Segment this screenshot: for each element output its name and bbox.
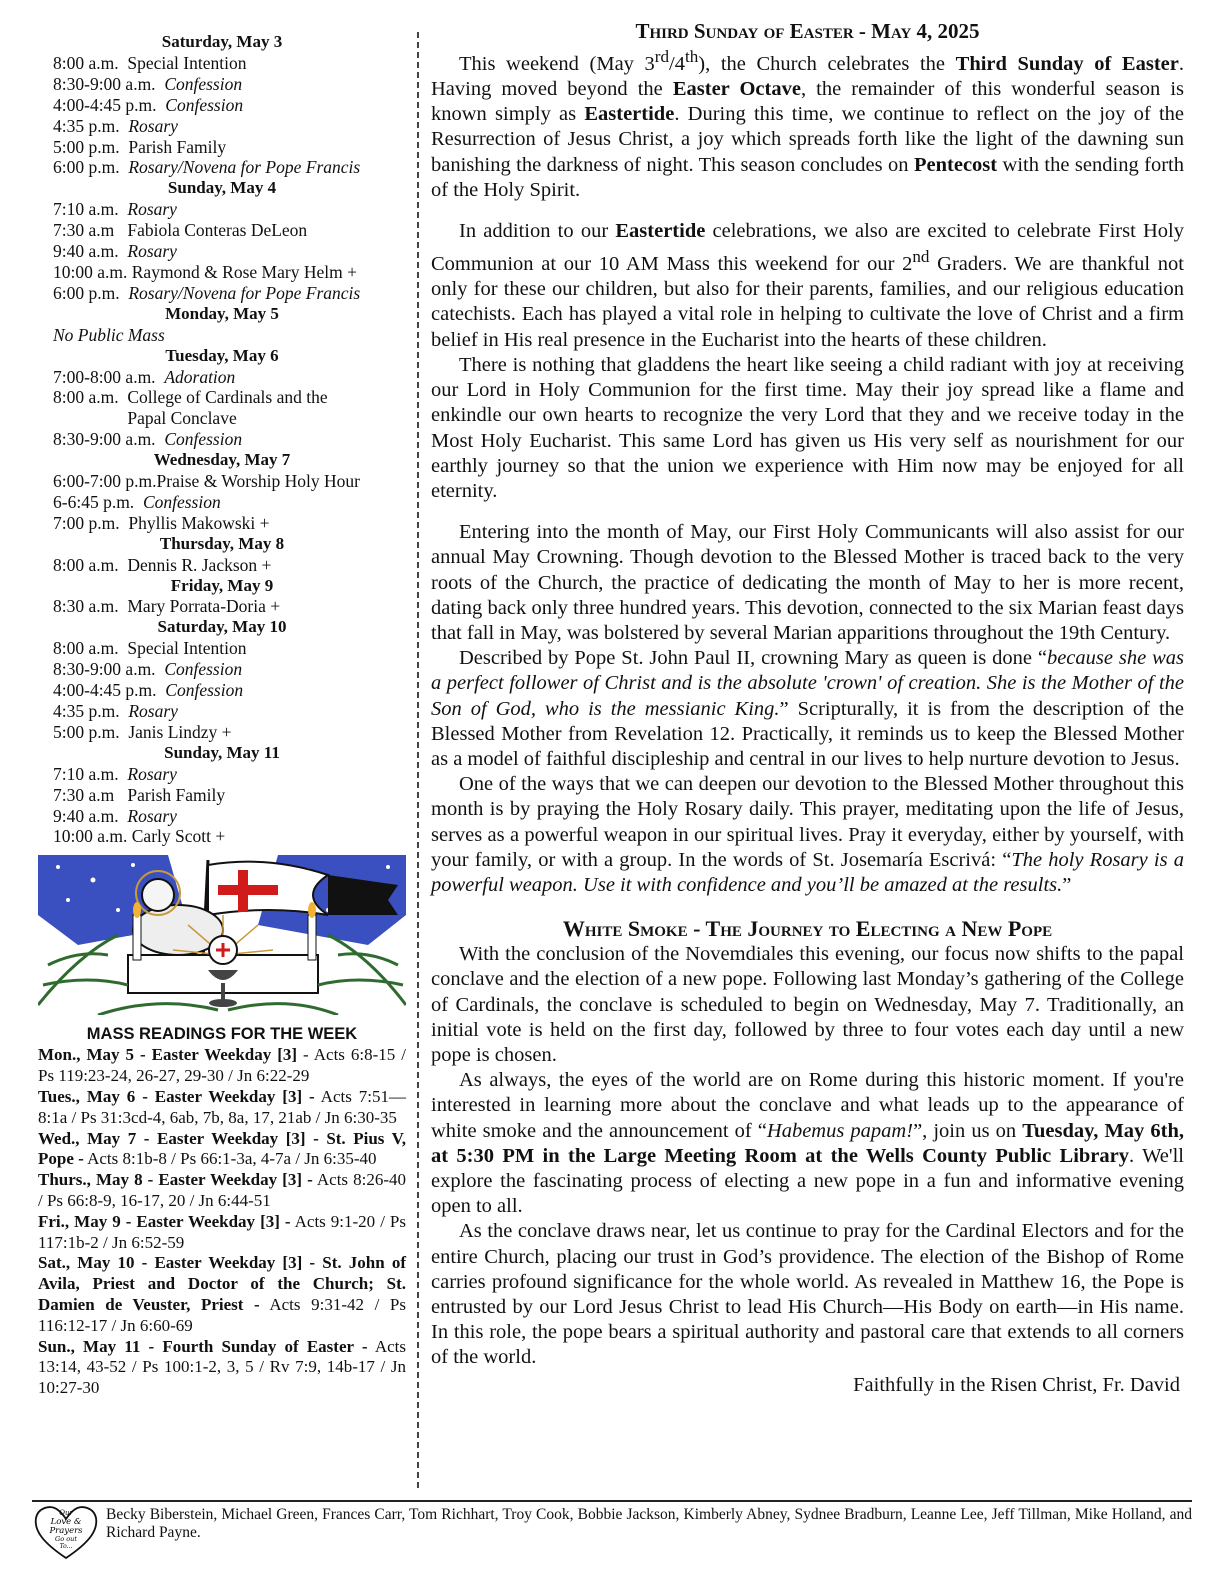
- reading-citations: Acts 9:31-42 / Ps 116:12-17 / Jn 6:60-69: [38, 1294, 407, 1335]
- schedule-entry: [38, 283, 406, 304]
- article1-paragraph-2: In addition to our Eastertide celebrations, we also are excited to celebrate First Holy Communion at our 10 AM Mass this weekend for our 2nd Graders. We are thankful not only for these our children, but also for their parents, families, and our religious education catechists. Each has played a vital role in helping to cultivate the love of Christ and a firm belief in His real presence in the Eucharist into the hearts of these children.: [431, 220, 1185, 351]
- schedule-time: 8:00 a.m.: [53, 638, 128, 659]
- schedule-description: Raymond & Rose Mary Helm +: [131, 261, 357, 282]
- schedule-description: Confession: [164, 659, 243, 680]
- readings-title: MASS READINGS FOR THE WEEK: [86, 1025, 358, 1044]
- schedule-description: Dennis R. Jackson +: [127, 554, 272, 575]
- reading-citations: Acts 13:14, 43-52 / Ps 100:1-2, 3, 5 / Rv 7:9, 14b-17 / Jn 10:27-30: [38, 1336, 406, 1398]
- schedule-description: Rosary/Novena for Pope Francis: [128, 157, 361, 178]
- schedule-day-heading: Sunday, May 4: [167, 178, 277, 198]
- schedule-time: 6:00 p.m.: [53, 157, 129, 178]
- schedule-entry: [38, 806, 406, 827]
- schedule-entry: [38, 137, 406, 158]
- article1-paragraph-1: This weekend (May 3rd/4th), the Church celebrates the Third Sunday of Easter. Having moved beyond the Easter Octave, the remainder of this wonderful season is known simply as Eastertide. During this time, we continue to reflect on the joy of the Resurrection of Jesus Christ, a joy which spreads forth like the light of the dawning sun banishing the darkness of night. This season concludes on Pentecost with the sending forth of the Holy Spirit.: [431, 47, 1184, 201]
- schedule-description: Rosary: [127, 199, 177, 220]
- prayer-list-footer: [32, 1500, 1192, 1550]
- reading-citations: Acts 8:1b-8 / Ps 66:1-3a, 4-7a / Jn 6:35-40: [83, 1149, 377, 1169]
- right-column: [431, 18, 1184, 1398]
- schedule-time: 8:30-9:00 a.m.: [53, 73, 165, 94]
- schedule-entry: [38, 701, 406, 722]
- reading-item: [38, 1337, 406, 1399]
- article2-paragraph-2: As always, the eyes of the world are on Rome during this historic moment. If you're interested in learning more about the conclave and what leads up to the appearance of white smoke and the announcement of “Habemus papam!”, join us on Tuesday, May 6th, at 5:30 PM in the Large Meeting Room at the Wells County Public Library. We'll explore the fascinating process of electing a new pope in a fun and informative evening open to all.: [431, 1069, 1184, 1218]
- prayer-list-names: Becky Biberstein, Michael Green, Frances Carr, Tom Richhart, Troy Cook, Bobbie Jackson, Kimberly Abney, Sydnee Bradburn, Leanne Lee, Jeff Tillman, Mike Holland, and Richard Payne.: [106, 1506, 1192, 1541]
- schedule-description: Adoration: [164, 366, 236, 387]
- schedule-entry: [38, 220, 406, 241]
- schedule-description: Janis Lindzy +: [128, 721, 232, 742]
- article-title-third-sunday: Third Sunday of Easter - May 4, 2025: [635, 19, 980, 43]
- schedule-day-heading: Thursday, May 8: [159, 533, 285, 553]
- article2-paragraph-3: As the conclave draws near, let us continue to pray for the Cardinal Electors and for the entire Church, placing our trust in God’s providence. The election of the Bishop of Rome carries profound significance for the whole world. As revealed in Matthew 16, the Pope is entrusted by our Lord Jesus Christ to lead His Church—His Body on earth—in His name. In this role, the pope bears a spiritual authority and pastoral care that extends to all corners of the world.: [431, 1220, 1184, 1369]
- schedule-description: Confession: [164, 73, 243, 94]
- schedule-time: 5:00 p.m.: [53, 721, 129, 742]
- schedule-day-heading: Monday, May 5: [165, 303, 279, 323]
- schedule-day-heading: Wednesday, May 7: [153, 450, 291, 470]
- reading-day: Mon., May 5 - Easter Weekday [3]: [38, 1045, 298, 1065]
- schedule-time: 6:00 p.m.: [53, 282, 129, 303]
- schedule-time: 7:00-8:00 a.m.: [53, 366, 165, 387]
- schedule-time: 8:30-9:00 a.m.: [53, 429, 165, 450]
- schedule-entry: [38, 367, 406, 388]
- logo-text-1: Love &: [50, 1517, 82, 1527]
- schedule-entry: [38, 555, 406, 576]
- schedule-entry: [38, 262, 406, 283]
- schedule-time: 8:00 a.m.: [53, 52, 128, 73]
- schedule-day-heading: Saturday, May 3: [161, 32, 283, 51]
- reading-day: Sat., May 10 - Easter Weekday [3] - St. John of Avila, Priest and Doctor of the Church; St. Damien de Veuster, Priest -: [38, 1253, 406, 1314]
- schedule-description: Carly Scott +: [131, 826, 226, 847]
- schedule-description: Mary Porrata-Doria +: [127, 596, 281, 617]
- reading-day: Thurs., May 8 - Easter Weekday [3] -: [38, 1170, 313, 1190]
- schedule-day-heading: Sunday, May 11: [164, 742, 280, 762]
- schedule-entry: [38, 638, 406, 659]
- schedule-description: Rosary: [127, 763, 177, 784]
- article1-paragraph-6: One of the ways that we can deepen our devotion to the Blessed Mother throughout this month is by praying the Holy Rosary daily. This prayer, meditating upon the life of Jesus, serves as a powerful weapon in our spiritual lives. Pray it everyday, either by yourself, with your family, or with a group. In the words of St. Josemaría Escrivá: “The holy Rosary is a powerful weapon. Use it with confidence and you’ll be amazed at the results.”: [431, 773, 1185, 896]
- article1-paragraph-5: Described by Pope St. John Paul II, crowning Mary as queen is done “because she was a perfect follower of Christ and is the absolute 'crown' of creation. She is the Mother of the Son of God, who is the messianic King.” Scripturally, it is from the description of the Blessed Mother from Revelation 12. Practically, it reminds us to keep the Blessed Mother as a model of faithful discipleship and central in our lives to help nurture devotion to Jesus.: [431, 647, 1184, 770]
- schedule-description: Confession: [164, 429, 243, 450]
- reading-day: Sun., May 11 - Fourth Sunday of Easter -: [38, 1336, 368, 1356]
- reading-item: [38, 1045, 406, 1087]
- schedule-description: Praise & Worship Holy Hour: [156, 471, 360, 492]
- schedule-description: Rosary: [127, 805, 177, 826]
- schedule-entry: [38, 471, 406, 492]
- schedule-entry: [38, 596, 406, 617]
- schedule-day-heading: Friday, May 9: [170, 575, 274, 595]
- schedule-entry: [38, 429, 406, 450]
- reading-day: Tues., May 6 - Easter Weekday [3] -: [38, 1086, 315, 1106]
- schedule-note: No Public Mass: [53, 324, 165, 345]
- reading-day: Fri., May 9 - Easter Weekday [3] -: [38, 1211, 291, 1231]
- schedule-description: Parish Family: [128, 136, 227, 157]
- logo-text-3: Go out: [55, 1535, 77, 1543]
- schedule-description: Rosary/Novena for Pope Francis: [128, 282, 361, 303]
- schedule-time: 6-6:45 p.m.: [53, 491, 143, 512]
- reading-item: [38, 1212, 406, 1254]
- schedule-day-heading: Tuesday, May 6: [165, 345, 279, 365]
- signature: Faithfully in the Risen Christ, Fr. David: [853, 1373, 1180, 1396]
- schedule-entry: [38, 785, 406, 806]
- schedule-entry: [38, 53, 406, 74]
- schedule-time: 7:30 a.m: [53, 784, 128, 805]
- logo-text-4: To...: [59, 1543, 73, 1550]
- column-divider: [417, 32, 419, 1488]
- logo-text-0: Our: [59, 1509, 73, 1517]
- schedule-entry: [38, 157, 406, 178]
- article1-paragraph-4: Entering into the month of May, our First Holy Communicants will also assist for our annual May Crowning. Though devotion to the Blessed Mother is traced back to the very roots of the Church, the practice of dedicating the month of May to her is more recent, dating back only three hundred years. This devotion, connected to the six Marian feast days that fall in May, was bolstered by several Marian apparitions throughout the 19th Century.: [431, 521, 1184, 644]
- readings-list: [38, 1045, 406, 1399]
- schedule-entry: [38, 116, 406, 137]
- reading-item: [38, 1253, 406, 1336]
- reading-citations: Acts 9:1-20 / Ps 117:1b-2 / Jn 6:52-59: [38, 1211, 406, 1252]
- logo-text-2: Prayers: [49, 1526, 83, 1536]
- schedule-entry: [38, 199, 406, 220]
- schedule-time: 7:30 a.m: [53, 220, 128, 241]
- left-column: [38, 32, 406, 1399]
- reading-citations: Acts 7:51—8:1a / Ps 31:3cd-4, 6ab, 7b, 8a, 17, 21ab / Jn 6:30-35: [38, 1086, 406, 1127]
- reading-item: [38, 1087, 406, 1129]
- reading-citations: Acts 8:26-40 / Ps 66:8-9, 16-17, 20 / Jn 6:44-51: [38, 1170, 406, 1210]
- schedule-description: Confession: [165, 680, 244, 701]
- schedule-time: 7:00 p.m.: [53, 512, 129, 533]
- schedule-time: 6:00-7:00 p.m.: [53, 471, 157, 492]
- schedule-time: 8:30 a.m.: [53, 596, 128, 617]
- article2-paragraph-1: With the conclusion of the Novemdiales this evening, our focus now shifts to the papal conclave and the election of a new pope. Following last Monday’s gathering of the College of Cardinals, the conclave is scheduled to begin on Wednesday, May 7. Traditionally, an initial vote is held on the first day, followed by three to four votes each day until a new pope is chosen.: [431, 943, 1184, 1066]
- schedule-entry: [38, 826, 406, 847]
- schedule-time: 10:00 a.m.: [53, 261, 132, 282]
- schedule-description: Special Intention: [127, 52, 247, 73]
- mass-schedule: [38, 32, 406, 847]
- schedule-description: Special Intention: [127, 638, 247, 659]
- schedule-description: Confession: [165, 94, 244, 115]
- schedule-description: Phyllis Makowski +: [128, 512, 270, 533]
- schedule-entry: [38, 241, 406, 262]
- schedule-entry: [38, 387, 406, 429]
- schedule-time: 4:35 p.m.: [53, 115, 129, 136]
- article-title-white-smoke: White Smoke - The Journey to Electing a New Pope: [562, 916, 1053, 942]
- schedule-entry: [38, 513, 406, 534]
- schedule-entry: [38, 74, 406, 95]
- schedule-time: 4:35 p.m.: [53, 701, 129, 721]
- schedule-time: 9:40 a.m.: [53, 241, 128, 262]
- mass-readings: [38, 1025, 406, 1399]
- reading-item: [38, 1170, 406, 1212]
- schedule-entry: [38, 95, 406, 116]
- article1-paragraph-3: There is nothing that gladdens the heart like seeing a child radiant with joy at receiving our Lord in Holy Communion for the first time. May their joy spread like a flame and enkindle our own hearts to recognize the very Lord that they and we receive today in the Most Holy Eucharist. This same Lord has given us His very self as nourishment for our earthly journey so that the union we experience with Him now may be enjoyed for all eternity.: [431, 353, 1184, 502]
- easter-lamb-illustration: [38, 855, 406, 1015]
- reading-citations: - Acts 6:8-15 / Ps 119:23-24, 26-27, 29-30 / Jn 6:22-29: [38, 1045, 406, 1086]
- reading-day: Wed., May 7 - Easter Weekday [3] - St. Pius V, Pope -: [38, 1128, 406, 1169]
- schedule-entry: [38, 659, 406, 680]
- schedule-description: Fabiola Conteras DeLeon: [127, 220, 308, 241]
- schedule-description: Rosary: [127, 241, 177, 262]
- schedule-time: 8:00 a.m.: [53, 554, 128, 575]
- schedule-entry: [38, 492, 406, 513]
- schedule-time: 4:00-4:45 p.m.: [53, 94, 166, 115]
- schedule-entry: [38, 680, 406, 701]
- schedule-description: Parish Family: [127, 784, 226, 805]
- schedule-time: 4:00-4:45 p.m.: [53, 680, 166, 701]
- schedule-time: 7:10 a.m.: [53, 763, 128, 784]
- schedule-description: Rosary: [128, 115, 178, 136]
- schedule-description: Rosary: [128, 701, 178, 721]
- schedule-day-heading: Saturday, May 10: [157, 617, 287, 637]
- schedule-entry: [38, 722, 406, 743]
- schedule-description: Confession: [142, 491, 221, 512]
- schedule-time: 5:00 p.m.: [53, 136, 129, 157]
- schedule-time: 10:00 a.m.: [53, 826, 132, 847]
- heart-logo-icon: [32, 1502, 100, 1562]
- schedule-entry: [38, 764, 406, 785]
- schedule-time: 8:30-9:00 a.m.: [53, 659, 165, 680]
- schedule-time: 9:40 a.m.: [53, 805, 128, 826]
- reading-item: [38, 1129, 406, 1171]
- schedule-description: College of Cardinals and the Papal Conclave: [127, 387, 328, 429]
- schedule-time: 8:00 a.m.: [53, 387, 128, 408]
- schedule-time: 7:10 a.m.: [53, 199, 128, 220]
